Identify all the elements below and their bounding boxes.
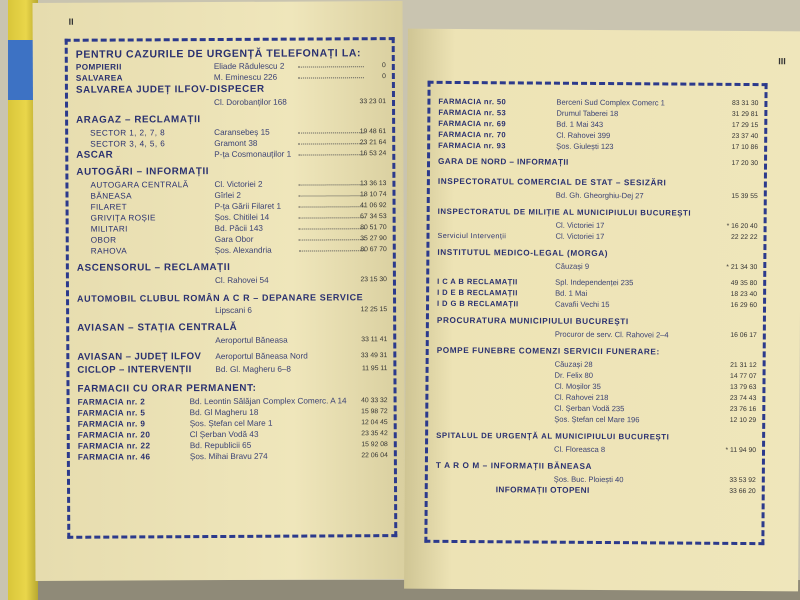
services-list: [436, 96, 759, 500]
list-item: Aeroportul Băneasa 33 11 41: [215, 335, 388, 346]
list-item: SECTOR 3, 4, 5, 6 Gramont 38 23 21 64: [90, 138, 387, 149]
section-heading: POMPE FUNEBRE COMENZI SERVICII FUNERARE:: [436, 345, 660, 357]
page-number-left: II: [68, 16, 74, 27]
list-item: INFORMAȚII OTOPENI 33 66 20: [495, 485, 756, 496]
section-heading: SPITALUL DE URGENȚĂ AL MUNICIPIULUI BUCUREȘTI: [436, 430, 670, 442]
list-item: AUTOGARA CENTRALĂ Cl. Victoriei 2 13 36 13: [90, 179, 387, 190]
list-item: Căuzași 9 * 21 34 30: [555, 261, 758, 272]
emergency-list: [76, 46, 388, 463]
list-item: Cl. Victoriei 17 * 16 20 40: [555, 220, 758, 231]
list-item: FARMACIA nr. 2 Bd. Leontin Sălăjan Complex Comerc. A 14 40 33 32: [77, 396, 388, 407]
list-item: ASCAR P-ța Cosmonauților 1 16 53 24: [76, 149, 387, 161]
list-item: FARMACIA nr. 70 Cl. Rahovei 399 23 37 40: [438, 129, 759, 141]
list-item: Căuzași 28 21 31 12: [554, 359, 757, 370]
list-item: BĂNEASA Gîrlei 2 18 10 74: [90, 190, 387, 201]
services-frame: [424, 81, 767, 545]
section-heading: INSTITUTUL MEDICO-LEGAL (MORGA): [437, 247, 609, 259]
section-heading: ARAGAZ – RECLAMAȚII: [76, 114, 201, 126]
section-heading: AVIASAN – STAȚIA CENTRALĂ: [77, 321, 238, 334]
section-heading: INSPECTORATUL COMERCIAL DE STAT – SESIZĂRI: [437, 176, 667, 188]
page-number-right: III: [778, 56, 786, 67]
list-item: Cl. Floreasca 8 * 11 94 90: [553, 444, 757, 455]
list-item: I D E B RECLAMAȚII Bd. 1 Mai 18 23 40: [437, 287, 758, 299]
list-item: Șos. Ștefan cel Mare 196 12 10 29: [554, 414, 757, 425]
emergency-frame: [65, 37, 398, 539]
right-page: [404, 29, 800, 592]
list-item: FARMACIA nr. 93 Șos. Giulești 123 17 10 86: [438, 140, 759, 152]
list-item: FARMACIA nr. 9 Șos. Ștefan cel Mare 1 12 04 45: [77, 418, 388, 429]
list-item: POMPIERII Eliade Rădulescu 2 0: [75, 61, 386, 72]
list-item: Cl. Rahovei 54 23 15 30: [214, 275, 387, 286]
list-item: FARMACIA nr. 69 Bd. 1 Mai 343 17 29 15: [438, 118, 759, 130]
list-item: FARMACIA nr. 46 Șos. Mihai Bravu 274 22 06 04: [77, 451, 388, 462]
section-heading: AUTOGĂRI – INFORMAȚII: [76, 166, 210, 178]
list-item: FILARET P-ța Gării Filaret 1 41 06 92: [90, 201, 387, 212]
list-item: Procuror de serv. Cl. Rahovei 2–4 16 06 17: [554, 329, 757, 340]
section-heading: AUTOMOBIL CLUBUL ROMÂN A C R – DEPANARE SERVICE: [77, 292, 364, 304]
list-item: AVIASAN – JUDEȚ ILFOV Aeroportul Băneasa Nord 33 49 31: [77, 351, 388, 363]
list-item: SALVAREA M. Eminescu 226 0: [75, 72, 386, 83]
list-item: CICLOP – INTERVENȚII Bd. Gl. Magheru 6–8 11 95 11: [77, 364, 388, 376]
list-item: Dr. Felix 80 14 77 07: [554, 370, 757, 381]
list-item: OBOR Gara Obor 35 27 90: [90, 234, 387, 245]
section-heading: INSPECTORATUL DE MILIȚIE AL MUNICIPIULUI BUCUREȘTI: [437, 206, 692, 218]
list-item: Cl. Rahovei 218 23 74 43: [554, 392, 757, 403]
list-item: MILITARI Bd. Păcii 143 80 51 70: [90, 223, 387, 234]
list-item: I D G B RECLAMAȚII Cavafii Vechi 15 16 29 60: [437, 298, 758, 310]
list-item: GRIVIȚA ROȘIE Șos. Chitilei 14 67 34 53: [90, 212, 387, 223]
section-heading: ASCENSORUL – RECLAMAȚII: [76, 261, 231, 274]
left-page: [32, 1, 405, 581]
list-item: FARMACIA nr. 53 Drumul Taberei 18 31 29 81: [438, 107, 759, 119]
section-heading: T A R O M – INFORMAȚII BĂNEASA: [435, 460, 593, 471]
list-item: Lipscani 6 12 25 15: [215, 305, 388, 316]
list-item: RAHOVA Șos. Alexandria 80 67 70: [90, 245, 387, 256]
list-item: Cl. Dorobanților 168 33 23 01: [213, 97, 387, 108]
list-item: FARMACIA nr. 22 Bd. Republicii 65 15 92 08: [77, 440, 388, 451]
list-item: SECTOR 1, 2, 7, 8 Caransebeș 15 19 48 61: [90, 127, 387, 138]
list-item: Bd. Gh. Gheorghiu-Dej 27 15 39 55: [555, 190, 758, 201]
list-item: Cl. Moșilor 35 13 79 63: [554, 381, 757, 392]
list-item: Șos. Buc. Ploiești 40 33 53 92: [553, 474, 756, 485]
section-heading: PROCURATURA MUNICIPIULUI BUCUREȘTI: [436, 315, 629, 327]
list-item: FARMACIA nr. 20 Cl Șerban Vodă 43 23 35 42: [77, 429, 388, 440]
open-book: [8, 0, 800, 600]
page-title: PENTRU CAZURILE DE URGENȚĂ TELEFONAȚI LA:: [75, 47, 362, 61]
section-heading: FARMACII CU ORAR PERMANENT:: [77, 382, 257, 395]
list-item: Serviciul Intervenții Cl. Victoriei 17 22 22 22: [437, 230, 758, 242]
list-item: FARMACIA nr. 5 Bd. Gl Magheru 18 15 98 72: [77, 407, 388, 418]
section-heading: SALVAREA JUDEȚ ILFOV-DISPECER: [75, 83, 265, 96]
list-item: Cl. Șerban Vodă 235 23 76 16: [554, 403, 757, 414]
list-item: I C A B RECLAMAȚII Spl. Independenței 235 49 35 80: [437, 276, 758, 288]
list-item: FARMACIA nr. 50 Berceni Sud Complex Comerc 1 83 31 30: [438, 96, 759, 108]
list-item: GARA DE NORD – INFORMAȚII 17 20 30: [438, 156, 759, 168]
